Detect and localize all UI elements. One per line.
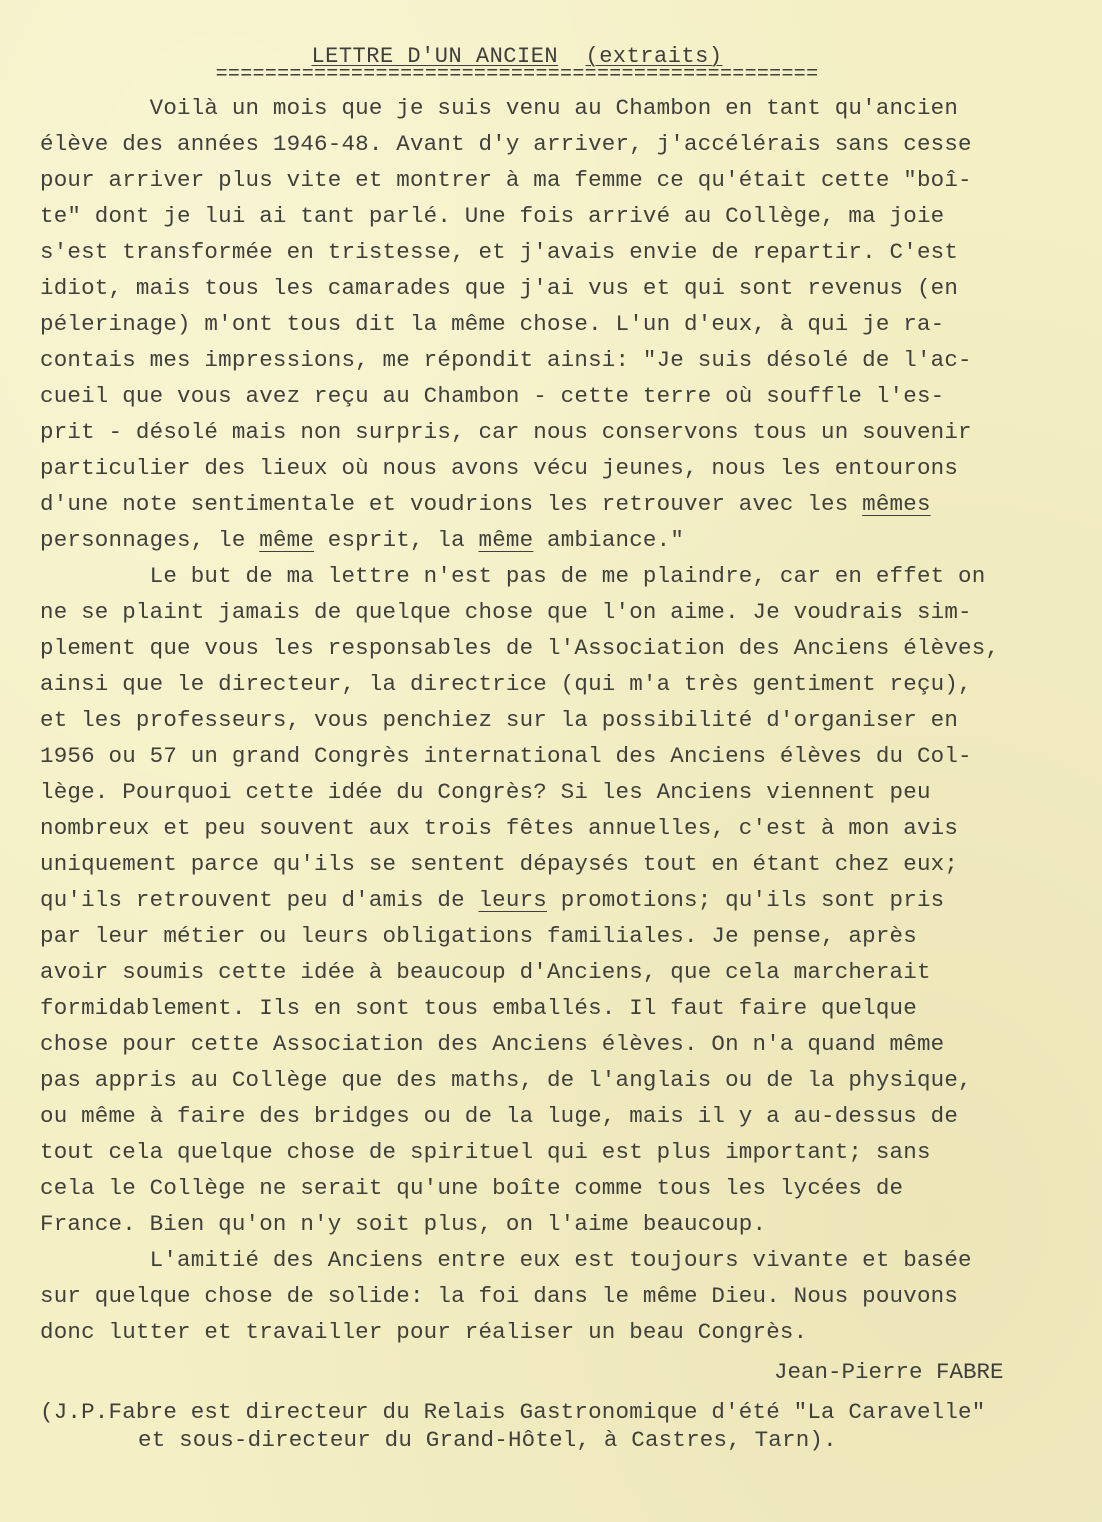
text-segment: particulier des lieux où nous avons vécu jeunes, nous les entourons [40, 455, 959, 481]
text-segment: par leur métier ou leurs obligations familiales. Je pense, après [40, 923, 917, 949]
text-segment: d'une note sentimentale et voudrions les retrouver avec les [40, 491, 863, 517]
text-segment: Le but de ma lettre n'est pas de me plaindre, car en effet on [40, 563, 986, 589]
text-segment: formidablement. Ils en sont tous emballés. Il faut faire quelque [40, 995, 917, 1021]
text-line [40, 270, 1080, 306]
text-line [40, 162, 1080, 198]
underlined-word: leurs [478, 887, 547, 913]
underlined-word: même [259, 527, 315, 553]
underlined-word: même [478, 527, 534, 553]
text-line [40, 1278, 1080, 1314]
text-line [40, 1170, 1080, 1206]
text-segment: tout cela quelque chose de spirituel qui est plus important; sans [40, 1139, 931, 1165]
text-line [40, 1062, 1080, 1098]
text-line [40, 810, 1080, 846]
text-line [40, 306, 1080, 342]
text-line [40, 558, 1080, 594]
text-segment: ambiance." [533, 527, 685, 553]
letter-title-sub: (extraits) [585, 44, 723, 69]
text-segment: te" dont je lui ai tant parlé. Une fois arrivé au Collège, ma joie [40, 203, 945, 229]
text-line [40, 630, 1080, 666]
text-line [40, 918, 1080, 954]
text-line [40, 954, 1080, 990]
text-segment: avoir soumis cette idée à beaucoup d'Anciens, que cela marcherait [40, 959, 931, 985]
text-line [40, 1314, 1080, 1350]
text-segment: France. Bien qu'on n'y soit plus, on l'aime beaucoup. [40, 1211, 767, 1237]
author-note-line-1: (J.P.Fabre est directeur du Relais Gastronomique d'été "La Caravelle" [40, 1399, 986, 1425]
text-line [40, 234, 1080, 270]
author-note [40, 1398, 1080, 1454]
text-line [40, 1026, 1080, 1062]
text-line [40, 990, 1080, 1026]
text-segment: ne se plaint jamais de quelque chose que l'on aime. Je voudrais sim- [40, 599, 972, 625]
text-line [40, 774, 1080, 810]
text-segment: et les professeurs, vous penchiez sur la possibilité d'organiser en [40, 707, 959, 733]
title-double-rule: ================================================= [215, 63, 819, 86]
text-segment: nombreux et peu souvent aux trois fêtes annuelles, c'est à mon avis [40, 815, 959, 841]
text-segment: esprit, la [314, 527, 479, 553]
text-line [40, 846, 1080, 882]
text-segment: contais mes impressions, me répondit ainsi: "Je suis désolé de l'ac- [40, 347, 972, 373]
text-segment: lège. Pourquoi cette idée du Congrès? Si les Anciens viennent peu [40, 779, 931, 805]
text-segment: idiot, mais tous les camarades que j'ai vus et qui sont revenus (en [40, 275, 959, 301]
text-segment: pour arriver plus vite et montrer à ma femme ce qu'était cette "boî- [40, 167, 972, 193]
text-line [40, 1206, 1080, 1242]
text-line [40, 414, 1080, 450]
text-segment: plement que vous les responsables de l'Association des Anciens élèves, [40, 635, 1000, 661]
text-segment: prit - désolé mais non surpris, car nous conservons tous un souvenir [40, 419, 972, 445]
text-line [40, 378, 1080, 414]
text-segment: cueil que vous avez reçu au Chambon - cette terre où souffle l'es- [40, 383, 945, 409]
letter-header [0, 44, 1034, 86]
text-segment: pélerinage) m'ont tous dit la même chose. L'un d'eux, à qui je ra- [40, 311, 945, 337]
text-line [40, 882, 1080, 918]
text-line [40, 486, 1080, 522]
text-segment: élève des années 1946-48. Avant d'y arriver, j'accélérais sans cesse [40, 131, 972, 157]
text-segment: uniquement parce qu'ils se sentent dépaysés tout en étant chez eux; [40, 851, 959, 877]
letter-title-main: LETTRE D'UN ANCIEN [311, 44, 559, 69]
author-note-line-2: et sous-directeur du Grand-Hôtel, à Castres, Tarn). [138, 1427, 837, 1453]
text-segment: 1956 ou 57 un grand Congrès international des Anciens élèves du Col- [40, 743, 972, 769]
signature: Jean-Pierre FABRE [774, 1359, 1004, 1385]
text-segment: personnages, le [40, 527, 260, 553]
text-line [40, 594, 1080, 630]
text-line [40, 342, 1080, 378]
paragraph [40, 1242, 1080, 1350]
text-line [40, 126, 1080, 162]
text-line [40, 522, 1080, 558]
text-line [40, 198, 1080, 234]
text-segment: ou même à faire des bridges ou de la luge, mais il y a au-dessus de [40, 1103, 959, 1129]
text-segment: cela le Collège ne serait qu'une boîte comme tous les lycées de [40, 1175, 904, 1201]
text-line [40, 666, 1080, 702]
paragraph [40, 558, 1080, 1242]
underlined-word: mêmes [862, 491, 931, 517]
paragraph [40, 90, 1080, 558]
text-segment: sur quelque chose de solide: la foi dans le même Dieu. Nous pouvons [40, 1283, 959, 1309]
text-line [40, 1098, 1080, 1134]
text-segment: Voilà un mois que je suis venu au Chambon en tant qu'ancien [40, 95, 959, 121]
text-segment: chose pour cette Association des Anciens élèves. On n'a quand même [40, 1031, 945, 1057]
text-segment: promotions; qu'ils sont pris [547, 887, 945, 913]
text-segment: L'amitié des Anciens entre eux est toujours vivante et basée [40, 1247, 972, 1273]
text-line [40, 702, 1080, 738]
text-segment: ainsi que le directeur, la directrice (qui m'a très gentiment reçu), [40, 671, 972, 697]
text-segment: s'est transformée en tristesse, et j'avais envie de repartir. C'est [40, 239, 959, 265]
text-line [40, 1134, 1080, 1170]
text-segment: qu'ils retrouvent peu d'amis de [40, 887, 479, 913]
letter-body [40, 90, 1080, 1350]
text-segment: donc lutter et travailler pour réaliser un beau Congrès. [40, 1319, 808, 1345]
text-line [40, 738, 1080, 774]
text-segment: pas appris au Collège que des maths, de l'anglais ou de la physique, [40, 1067, 972, 1093]
text-line [40, 90, 1080, 126]
text-line [40, 450, 1080, 486]
text-line [40, 1242, 1080, 1278]
